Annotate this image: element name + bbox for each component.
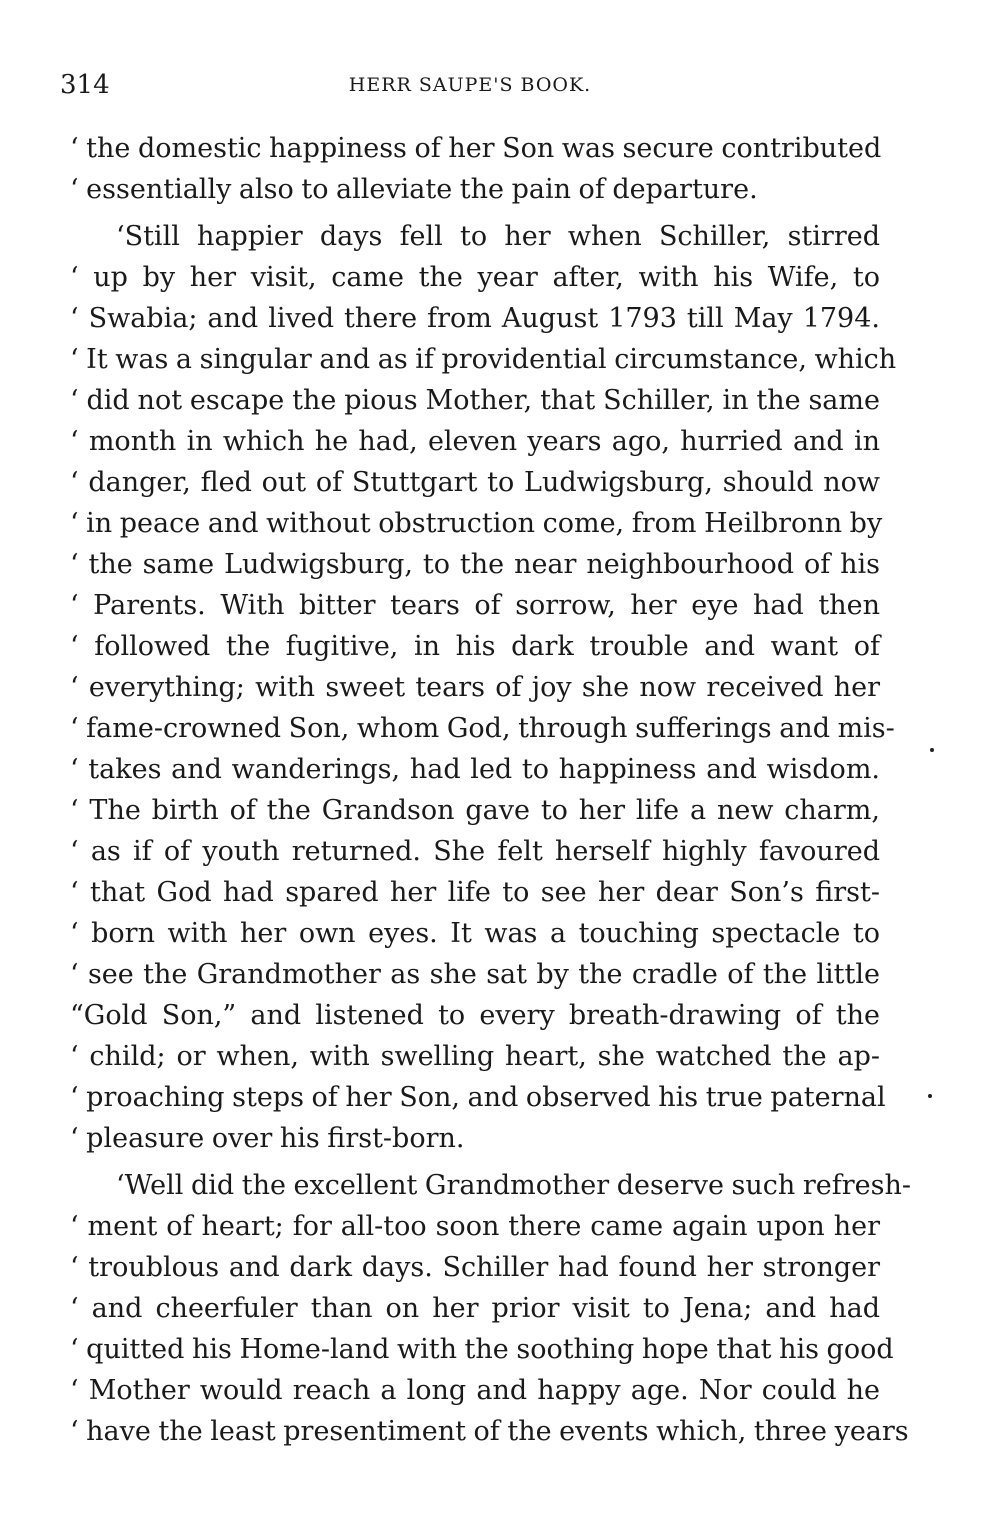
text-line: ‘ danger, fled out of Stuttgart to Ludwigsburg, should now <box>70 467 880 498</box>
print-speck <box>928 1094 932 1098</box>
text-line: ‘ fame-crowned Son, whom God, through sufferings and mis- <box>70 713 895 744</box>
text-line: ‘ quitted his Home-land with the soothing hope that his good <box>70 1334 894 1365</box>
text-line: ‘ ment of heart; for all-too soon there came again upon her <box>70 1211 880 1242</box>
text-line: ‘ everything; with sweet tears of joy she now received her <box>70 672 880 703</box>
page-number: 314 <box>60 70 110 100</box>
text-line: ‘ born with her own eyes. It was a touching spectacle to <box>70 918 880 949</box>
text-line: ‘ Swabia; and lived there from August 1793 till May 1794. <box>70 303 880 334</box>
text-line: ‘ troublous and dark days. Schiller had found her stronger <box>70 1252 880 1283</box>
text-line: ‘ the domestic happiness of her Son was secure contributed <box>70 133 882 164</box>
print-speck <box>930 748 934 752</box>
text-line: ‘ It was a singular and as if providential circumstance, which <box>70 344 897 375</box>
text-line: ‘ followed the fugitive, in his dark trouble and want of <box>70 631 880 662</box>
text-line: ‘ that God had spared her life to see her dear Son’s first- <box>70 877 880 908</box>
text-line: ‘ see the Grandmother as she sat by the cradle of the little <box>70 959 880 990</box>
text-line: ‘ up by her visit, came the year after, with his Wife, to <box>70 262 880 293</box>
text-line: ‘ in peace and without obstruction come, from Heilbronn by <box>70 508 883 539</box>
text-line: ‘ month in which he had, eleven years ago, hurried and in <box>70 426 880 457</box>
text-line: ‘ Mother would reach a long and happy age. Nor could he <box>70 1375 880 1406</box>
text-line: ‘ the same Ludwigsburg, to the near neighbourhood of his <box>70 549 880 580</box>
text-line: ‘ did not escape the pious Mother, that Schiller, in the same <box>70 385 880 416</box>
text-line: ‘ pleasure over his first-born. <box>70 1123 465 1154</box>
text-line: ‘ as if of youth returned. She felt herself highly favoured <box>70 836 880 867</box>
page-header <box>60 70 880 110</box>
text-line: ‘Well did the excellent Grandmother deserve such refresh- <box>116 1170 912 1201</box>
text-line: ‘ The birth of the Grandson gave to her life a new charm, <box>70 795 880 826</box>
text-line: ‘ child; or when, with swelling heart, she watched the ap- <box>70 1041 880 1072</box>
text-line: ‘ essentially also to alleviate the pain of departure. <box>70 174 758 205</box>
text-line: ‘ and cheerfuler than on her prior visit to Jena; and had <box>70 1293 880 1324</box>
text-line: ‘ proaching steps of her Son, and observed his true paternal <box>70 1082 886 1113</box>
text-line: ‘ takes and wanderings, had led to happiness and wisdom. <box>70 754 880 785</box>
body-text <box>70 128 912 1452</box>
text-line: ‘ Parents. With bitter tears of sorrow, her eye had then <box>70 590 880 621</box>
text-line: ‘Still happier days fell to her when Schiller, stirred <box>116 221 880 252</box>
running-title: HERR SAUPE'S BOOK. <box>348 74 592 96</box>
text-line: “Gold Son,” and listened to every breath-drawing of the <box>70 1000 880 1031</box>
text-line: ‘ have the least presentiment of the events which, three years <box>70 1416 909 1447</box>
